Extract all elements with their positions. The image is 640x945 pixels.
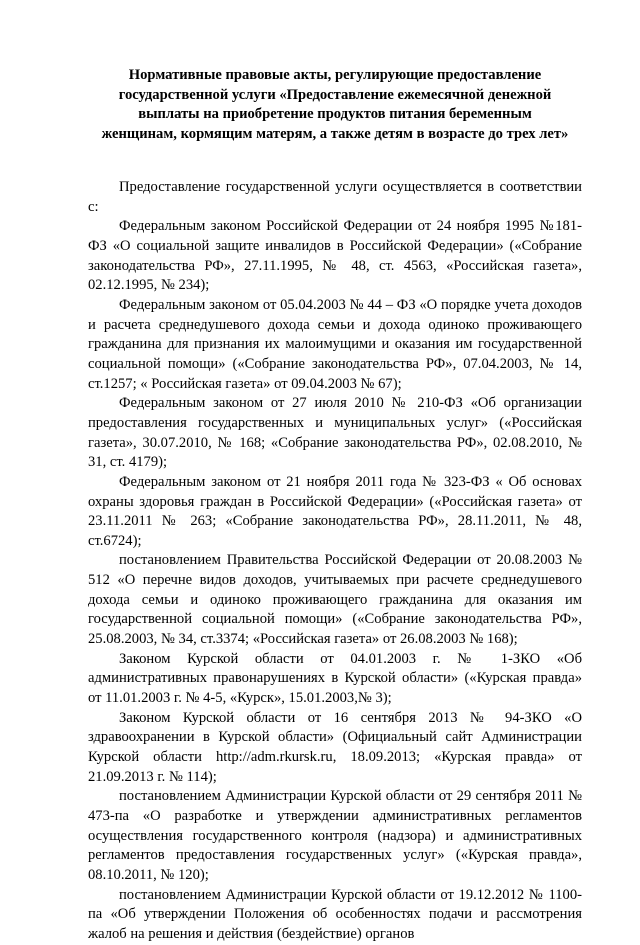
intro-paragraph: Предоставление государственной услуги осуществляется в соответствии с:	[88, 179, 582, 215]
document-body	[88, 178, 582, 945]
title-line: женщинам, кормящим матерям, а также детям в возрасте до трех лет»	[101, 125, 569, 142]
legal-act-item: постановлением Правительства Российской Федерации от 20.08.2003 № 512 «О перечне видов доходов, учитываемых при расчете среднедушевого дохода семьи и одиноко проживающего гражданина для оказания им государственной социальной помощи» («Собрание законодательства РФ», 25.08.2003, № 34, ст.3374; «Российская газета» от 26.08.2003 № 168);	[88, 552, 582, 648]
legal-act-item: Федеральным законом от 21 ноября 2011 года № 323-ФЗ « Об основах охраны здоровья граждан в Российской Федерации» («Российская газета» от 23.11.2011 № 263; «Собрание законодательства РФ», 28.11.2011, № 48, ст.6724);	[88, 473, 582, 549]
legal-act-item: Законом Курской области от 04.01.2003 г. № 1-ЗКО «Об административных правонарушениях в Курской области» («Курская правда» от 11.01.2003 г. № 4-5, «Курск», 15.01.2003,№ 3);	[88, 650, 582, 707]
legal-act-item: постановлением Администрации Курской области от 19.12.2012 № 1100-па «Об утверждении Положения об особенностях подачи и рассмотрения жалоб на решения и действия (бездействие) органов	[88, 886, 582, 942]
legal-act-item: Федеральным законом Российской Федерации от 24 ноября 1995 №181-ФЗ «О социальной защите инвалидов в Российской Федерации» («Собрание законодательства РФ», 27.11.1995, № 48, ст. 4563, «Российская газета», 02.12.1995, № 234);	[88, 218, 582, 294]
legal-act-item: Федеральным законом от 27 июля 2010 № 210-ФЗ «Об организации предоставления государственных и муниципальных услуг» («Российская газета», 30.07.2010, № 168; «Собрание законодательства РФ», 02.08.2010, № 31, ст. 4179);	[88, 395, 582, 471]
legal-act-item: Законом Курской области от 16 сентября 2013 № 94-ЗКО «О здравоохранении в Курской области» (Официальный сайт Администрации Курской области http://adm.rkursk.ru, 18.09.2013; «Курская правда» от 21.09.2013 г. № 114);	[88, 709, 582, 785]
title-line: государственной услуги «Предоставление ежемесячной денежной	[118, 86, 552, 103]
title-line: Нормативные правовые акты, регулирующие предоставление	[128, 67, 542, 83]
legal-act-item: Федеральным законом от 05.04.2003 № 44 – ФЗ «О порядке учета доходов и расчета среднедушевого дохода семьи и дохода одиноко проживающего гражданина для признания их малоимущими и оказания им государственной социальной помощи» («Собрание законодательства РФ», 07.04.2003, № 14, ст.1257; « Российская газета» от 09.04.2003 № 67);	[88, 296, 582, 392]
title-line: выплаты на приобретение продуктов питания беременным	[138, 106, 532, 122]
document-title	[88, 0, 582, 144]
legal-act-item: постановлением Администрации Курской области от 29 сентября 2011 № 473-па «О разработке и утверждении административных регламентов осуществления государственного контроля (надзора) и административных регламентов предоставления государственных услуг» («Курская правда», 08.10.2011, № 120);	[88, 788, 582, 883]
